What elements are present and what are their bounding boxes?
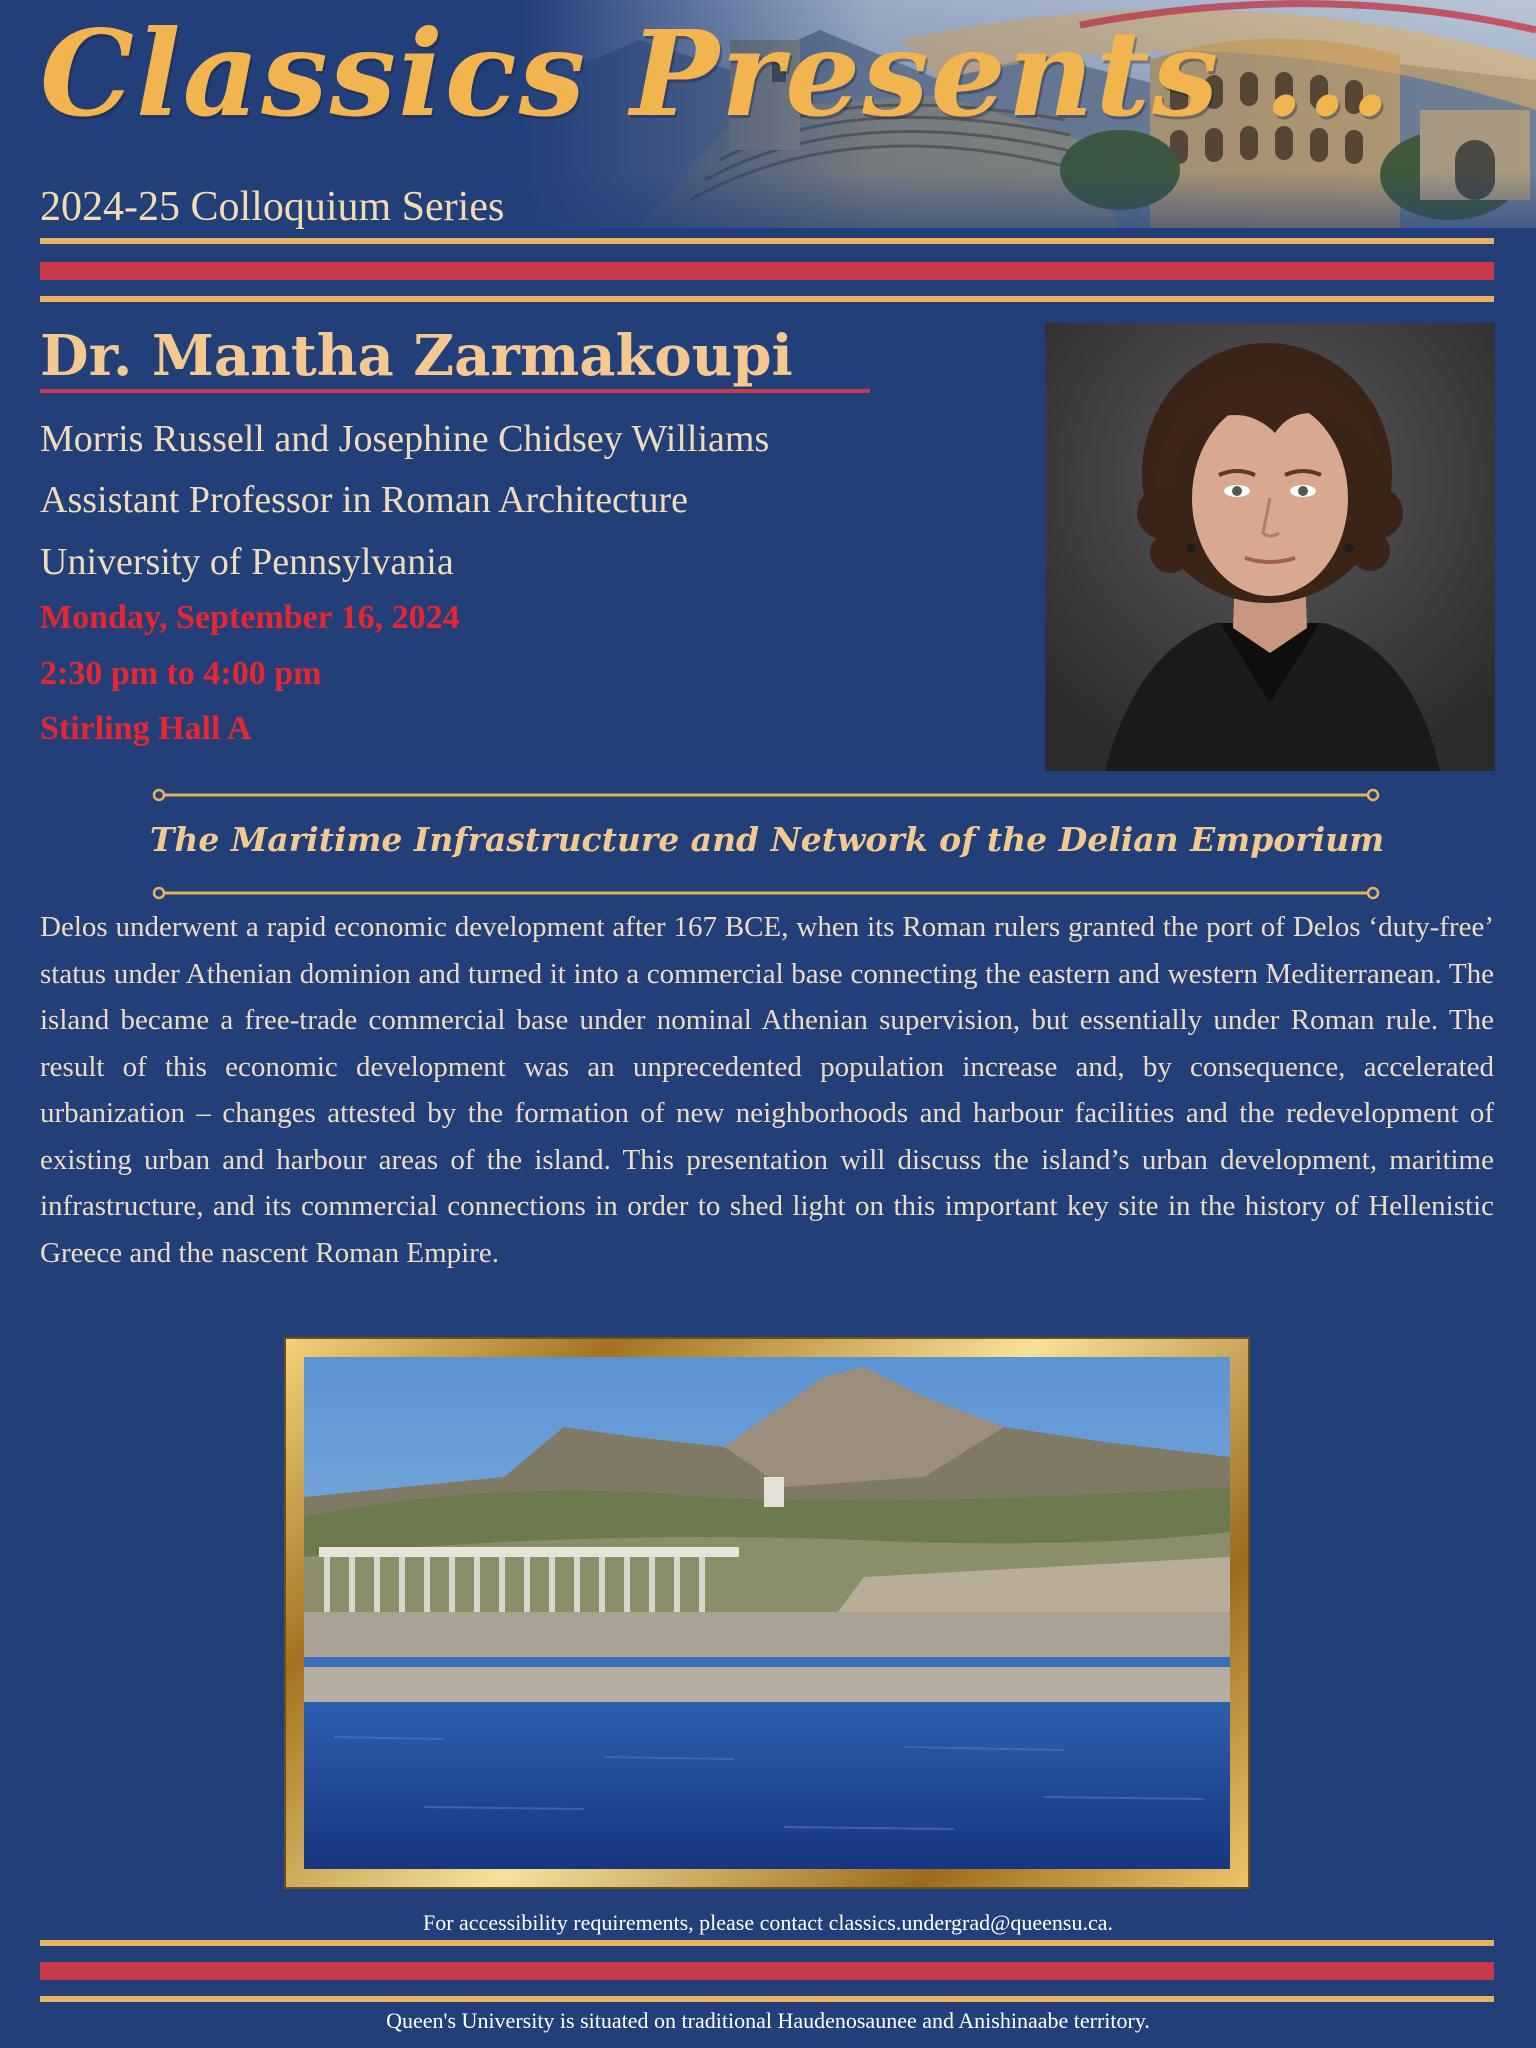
- divider-gold-line: [40, 1996, 1494, 2002]
- speaker-name-underline: [40, 389, 870, 393]
- speaker-name: Dr. Mantha Zarmakoupi: [40, 323, 793, 389]
- speaker-position-line2: Assistant Professor in Roman Architecture: [40, 479, 689, 521]
- ornament-rule-top: [152, 788, 1380, 802]
- divider-gold-line: [40, 296, 1494, 302]
- speaker-portrait-photo: [1045, 323, 1495, 771]
- speaker-institution: University of Pennsylvania: [40, 541, 454, 583]
- divider-red-band: [40, 1962, 1494, 1980]
- accessibility-contact-note: For accessibility requirements, please contact classics.undergrad@queensu.ca.: [422, 1910, 1113, 1935]
- divider-red-band: [40, 262, 1494, 280]
- land-acknowledgement: Queen's University is situated on traditional Haudenosaunee and Anishinaabe territory.: [386, 2008, 1150, 2033]
- event-time: 2:30 pm to 4:00 pm: [40, 655, 322, 692]
- divider-gold-line: [40, 1940, 1494, 1946]
- talk-abstract: Delos underwent a rapid economic development after 167 BCE, when its Roman rulers granted the port of Delos ‘duty-free’ status under Athenian dominion and turned it into a commercial base connecting the eastern and western Mediterranean. The island became a free-trade commercial base under nominal Athenian supervision, but essentially under Roman rule. The result of this economic development was an unprecedented population increase and, by consequence, accelerated urbanization – changes attested by the formation of new neighborhoods and harbour facilities and the redevelopment of existing urban and harbour areas of the island. This presentation will discuss the island’s urban development, maritime infrastructure, and its commercial connections in order to shed light on this important key site in the history of Hellenistic Greece and the nascent Roman Empire.: [40, 911, 1494, 1269]
- series-subtitle: 2024-25 Colloquium Series: [40, 184, 505, 230]
- divider-gold-line: [40, 238, 1494, 244]
- speaker-position-line1: Morris Russell and Josephine Chidsey Williams: [40, 418, 770, 460]
- talk-title: The Maritime Infrastructure and Network of the Delian Emporium: [149, 820, 1385, 859]
- poster-title: Classics Presents ...: [40, 4, 1393, 143]
- delos-island-photo: [304, 1357, 1230, 1869]
- event-date: Monday, September 16, 2024: [40, 599, 460, 636]
- ornament-rule-bottom: [152, 886, 1380, 900]
- header-banner: [0, 0, 1536, 232]
- event-location: Stirling Hall A: [40, 710, 252, 747]
